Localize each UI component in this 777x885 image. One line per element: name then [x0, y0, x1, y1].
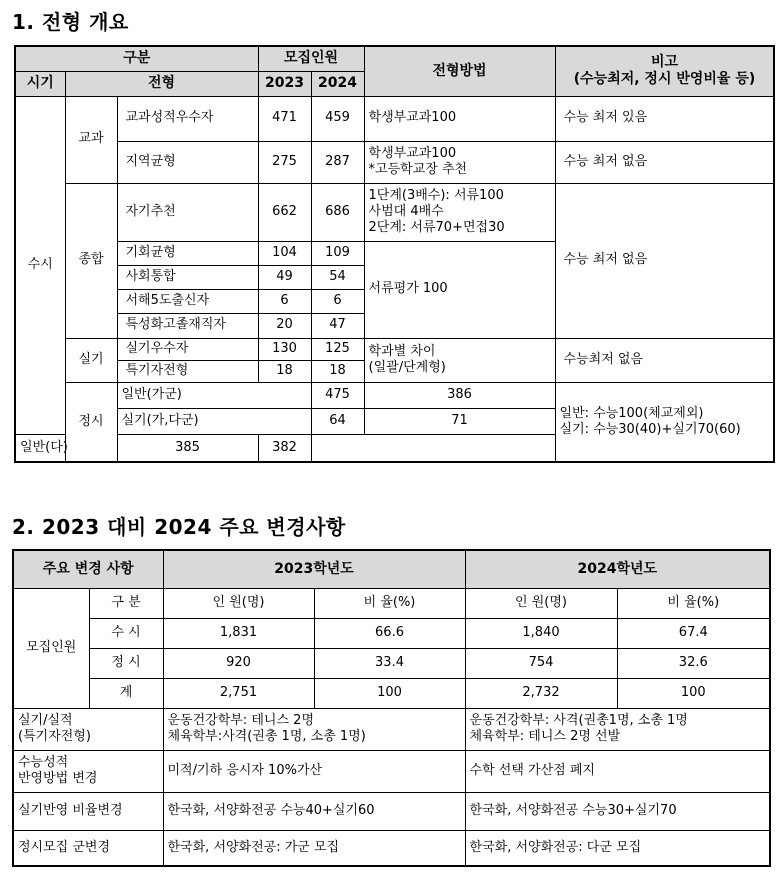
table-row	[13, 588, 770, 618]
type-name: 실기(가,다군)	[117, 408, 311, 434]
count-2023: 275	[258, 141, 311, 183]
count-2023: 18	[258, 360, 311, 382]
category-jonghap: 종합	[65, 183, 117, 338]
count-2024: 18	[311, 360, 364, 382]
table-row	[13, 648, 770, 678]
count-2024: 6	[311, 289, 364, 313]
header-main: 주요 변경 사항	[13, 550, 163, 588]
type-name: 사회통합	[117, 265, 258, 289]
count-2023: 104	[258, 241, 311, 265]
table-row	[15, 141, 774, 183]
header-2023: 2023	[258, 71, 311, 96]
count-2023: 6	[258, 289, 311, 313]
header-2023: 2023학년도	[163, 550, 465, 588]
change-2023: 미적/기하 응시자 10%가산	[163, 750, 465, 792]
count-2023: 475	[311, 382, 364, 408]
method-cell: 학생부교과100 *고등학교장 추천	[364, 141, 555, 183]
header-gubun: 구분	[15, 46, 258, 71]
sub-header-ratio-2024: 비 율(%)	[617, 588, 770, 618]
ratio-2024: 32.6	[617, 648, 770, 678]
count-2024: 125	[311, 338, 364, 360]
type-name: 일반(가군)	[117, 382, 311, 408]
recruit-row-label: 계	[89, 678, 163, 708]
type-name: 특성화고졸재직자	[117, 313, 258, 338]
silgi-note: 수능최저 없음	[555, 338, 774, 382]
count-2023: 662	[258, 183, 311, 241]
method-cell: 학생부교과100	[364, 96, 555, 141]
count-2023: 20	[258, 313, 311, 338]
change-2024: 운동건강학부: 사격(권총1명, 소총 1명 체육학부: 테니스 2명 선발	[465, 708, 770, 750]
sub-header-ratio-2023: 비 율(%)	[314, 588, 465, 618]
people-2023: 1,831	[163, 618, 314, 648]
ratio-2024: 67.4	[617, 618, 770, 648]
header-2024: 2024	[311, 71, 364, 96]
table-row	[13, 618, 770, 648]
people-2023: 920	[163, 648, 314, 678]
method-cell: 1단계(3배수): 서류100 사범대 4배수 2단계: 서류70+면접30	[364, 183, 555, 241]
silgi-method: 학과별 차이 (일괄/단계형)	[364, 338, 555, 382]
type-name: 일반(다)	[15, 434, 117, 462]
recruit-row-label: 정 시	[89, 648, 163, 678]
recruit-row-label: 수 시	[89, 618, 163, 648]
count-2023: 49	[258, 265, 311, 289]
people-2024: 1,840	[465, 618, 617, 648]
jonghap-note: 수능 최저 없음	[555, 183, 774, 338]
period-jeongsi: 정시	[65, 382, 117, 462]
change-2023: 운동건강학부: 테니스 2명 체육학부:사격(권총 1명, 소총 1명)	[163, 708, 465, 750]
count-2023: 64	[311, 408, 364, 434]
count-2024: 459	[311, 96, 364, 141]
table-row	[13, 708, 770, 750]
table-row	[13, 830, 770, 866]
recruit-label: 모집인원	[13, 588, 89, 708]
ratio-2024: 100	[617, 678, 770, 708]
header-2024: 2024학년도	[465, 550, 770, 588]
table-row	[13, 678, 770, 708]
count-2024: 71	[364, 408, 555, 434]
count-2024: 109	[311, 241, 364, 265]
change-2024: 한국화, 서양화전공 수능30+실기70	[465, 792, 770, 830]
header-recruit: 모집인원	[258, 46, 364, 71]
ratio-2023: 66.6	[314, 618, 465, 648]
change-label: 실기/실적 (특기자전형)	[13, 708, 163, 750]
table-row	[13, 792, 770, 830]
count-2024: 47	[311, 313, 364, 338]
table-row	[15, 338, 774, 360]
section1-title: 1. 전형 개요	[12, 10, 129, 34]
header-note-sub: (수능최저, 정시 반영비율 등)	[573, 71, 756, 88]
type-name: 자기추천	[117, 183, 258, 241]
count-2024: 54	[311, 265, 364, 289]
admission-overview-table	[14, 45, 775, 463]
count-2023: 385	[117, 434, 258, 462]
header-note	[555, 46, 774, 96]
ratio-2023: 33.4	[314, 648, 465, 678]
count-2024: 382	[258, 434, 311, 462]
type-name: 특기자전형	[117, 360, 258, 382]
table-row	[15, 96, 774, 141]
sub-header-people-2023: 인 원(명)	[163, 588, 314, 618]
type-name: 실기우수자	[117, 338, 258, 360]
people-2023: 2,751	[163, 678, 314, 708]
people-2024: 2,732	[465, 678, 617, 708]
category-silgi: 실기	[65, 338, 117, 382]
jeongsi-method: 일반: 수능100(체교제외) 실기: 수능30(40)+실기70(60)	[555, 382, 774, 462]
change-2024: 수학 선택 가산점 폐지	[465, 750, 770, 792]
count-2024: 686	[311, 183, 364, 241]
category-gyogwa: 교과	[65, 96, 117, 183]
change-label: 정시모집 군변경	[13, 830, 163, 866]
header-type: 전형	[65, 71, 258, 96]
changes-table	[12, 549, 771, 867]
count-2023: 130	[258, 338, 311, 360]
section2-title: 2. 2023 대비 2024 주요 변경사항	[12, 515, 346, 539]
header-note-title: 비고	[650, 53, 679, 70]
table-row	[15, 183, 774, 241]
change-2024: 한국화, 서양화전공: 다군 모집	[465, 830, 770, 866]
table-row	[15, 382, 774, 408]
type-name: 기회균형	[117, 241, 258, 265]
people-2024: 754	[465, 648, 617, 678]
sub-header-people-2024: 인 원(명)	[465, 588, 617, 618]
count-2024: 287	[311, 141, 364, 183]
count-2023: 471	[258, 96, 311, 141]
change-label: 실기반영 비율변경	[13, 792, 163, 830]
header-period: 시기	[15, 71, 65, 96]
change-label: 수능성적 반영방법 변경	[13, 750, 163, 792]
type-name: 지역균형	[117, 141, 258, 183]
ratio-2023: 100	[314, 678, 465, 708]
type-name: 서해5도출신자	[117, 289, 258, 313]
change-2023: 한국화, 서양화전공 수능40+실기60	[163, 792, 465, 830]
sub-header-gubun: 구 분	[89, 588, 163, 618]
type-name: 교과성적우수자	[117, 96, 258, 141]
count-2024: 386	[364, 382, 555, 408]
table-row	[13, 750, 770, 792]
note-cell: 수능 최저 있음	[555, 96, 774, 141]
note-cell: 수능 최저 없음	[555, 141, 774, 183]
period-susi: 수시	[15, 96, 65, 434]
change-2023: 한국화, 서양화전공: 가군 모집	[163, 830, 465, 866]
jonghap-method: 서류평가 100	[364, 241, 555, 338]
header-method: 전형방법	[364, 46, 555, 96]
